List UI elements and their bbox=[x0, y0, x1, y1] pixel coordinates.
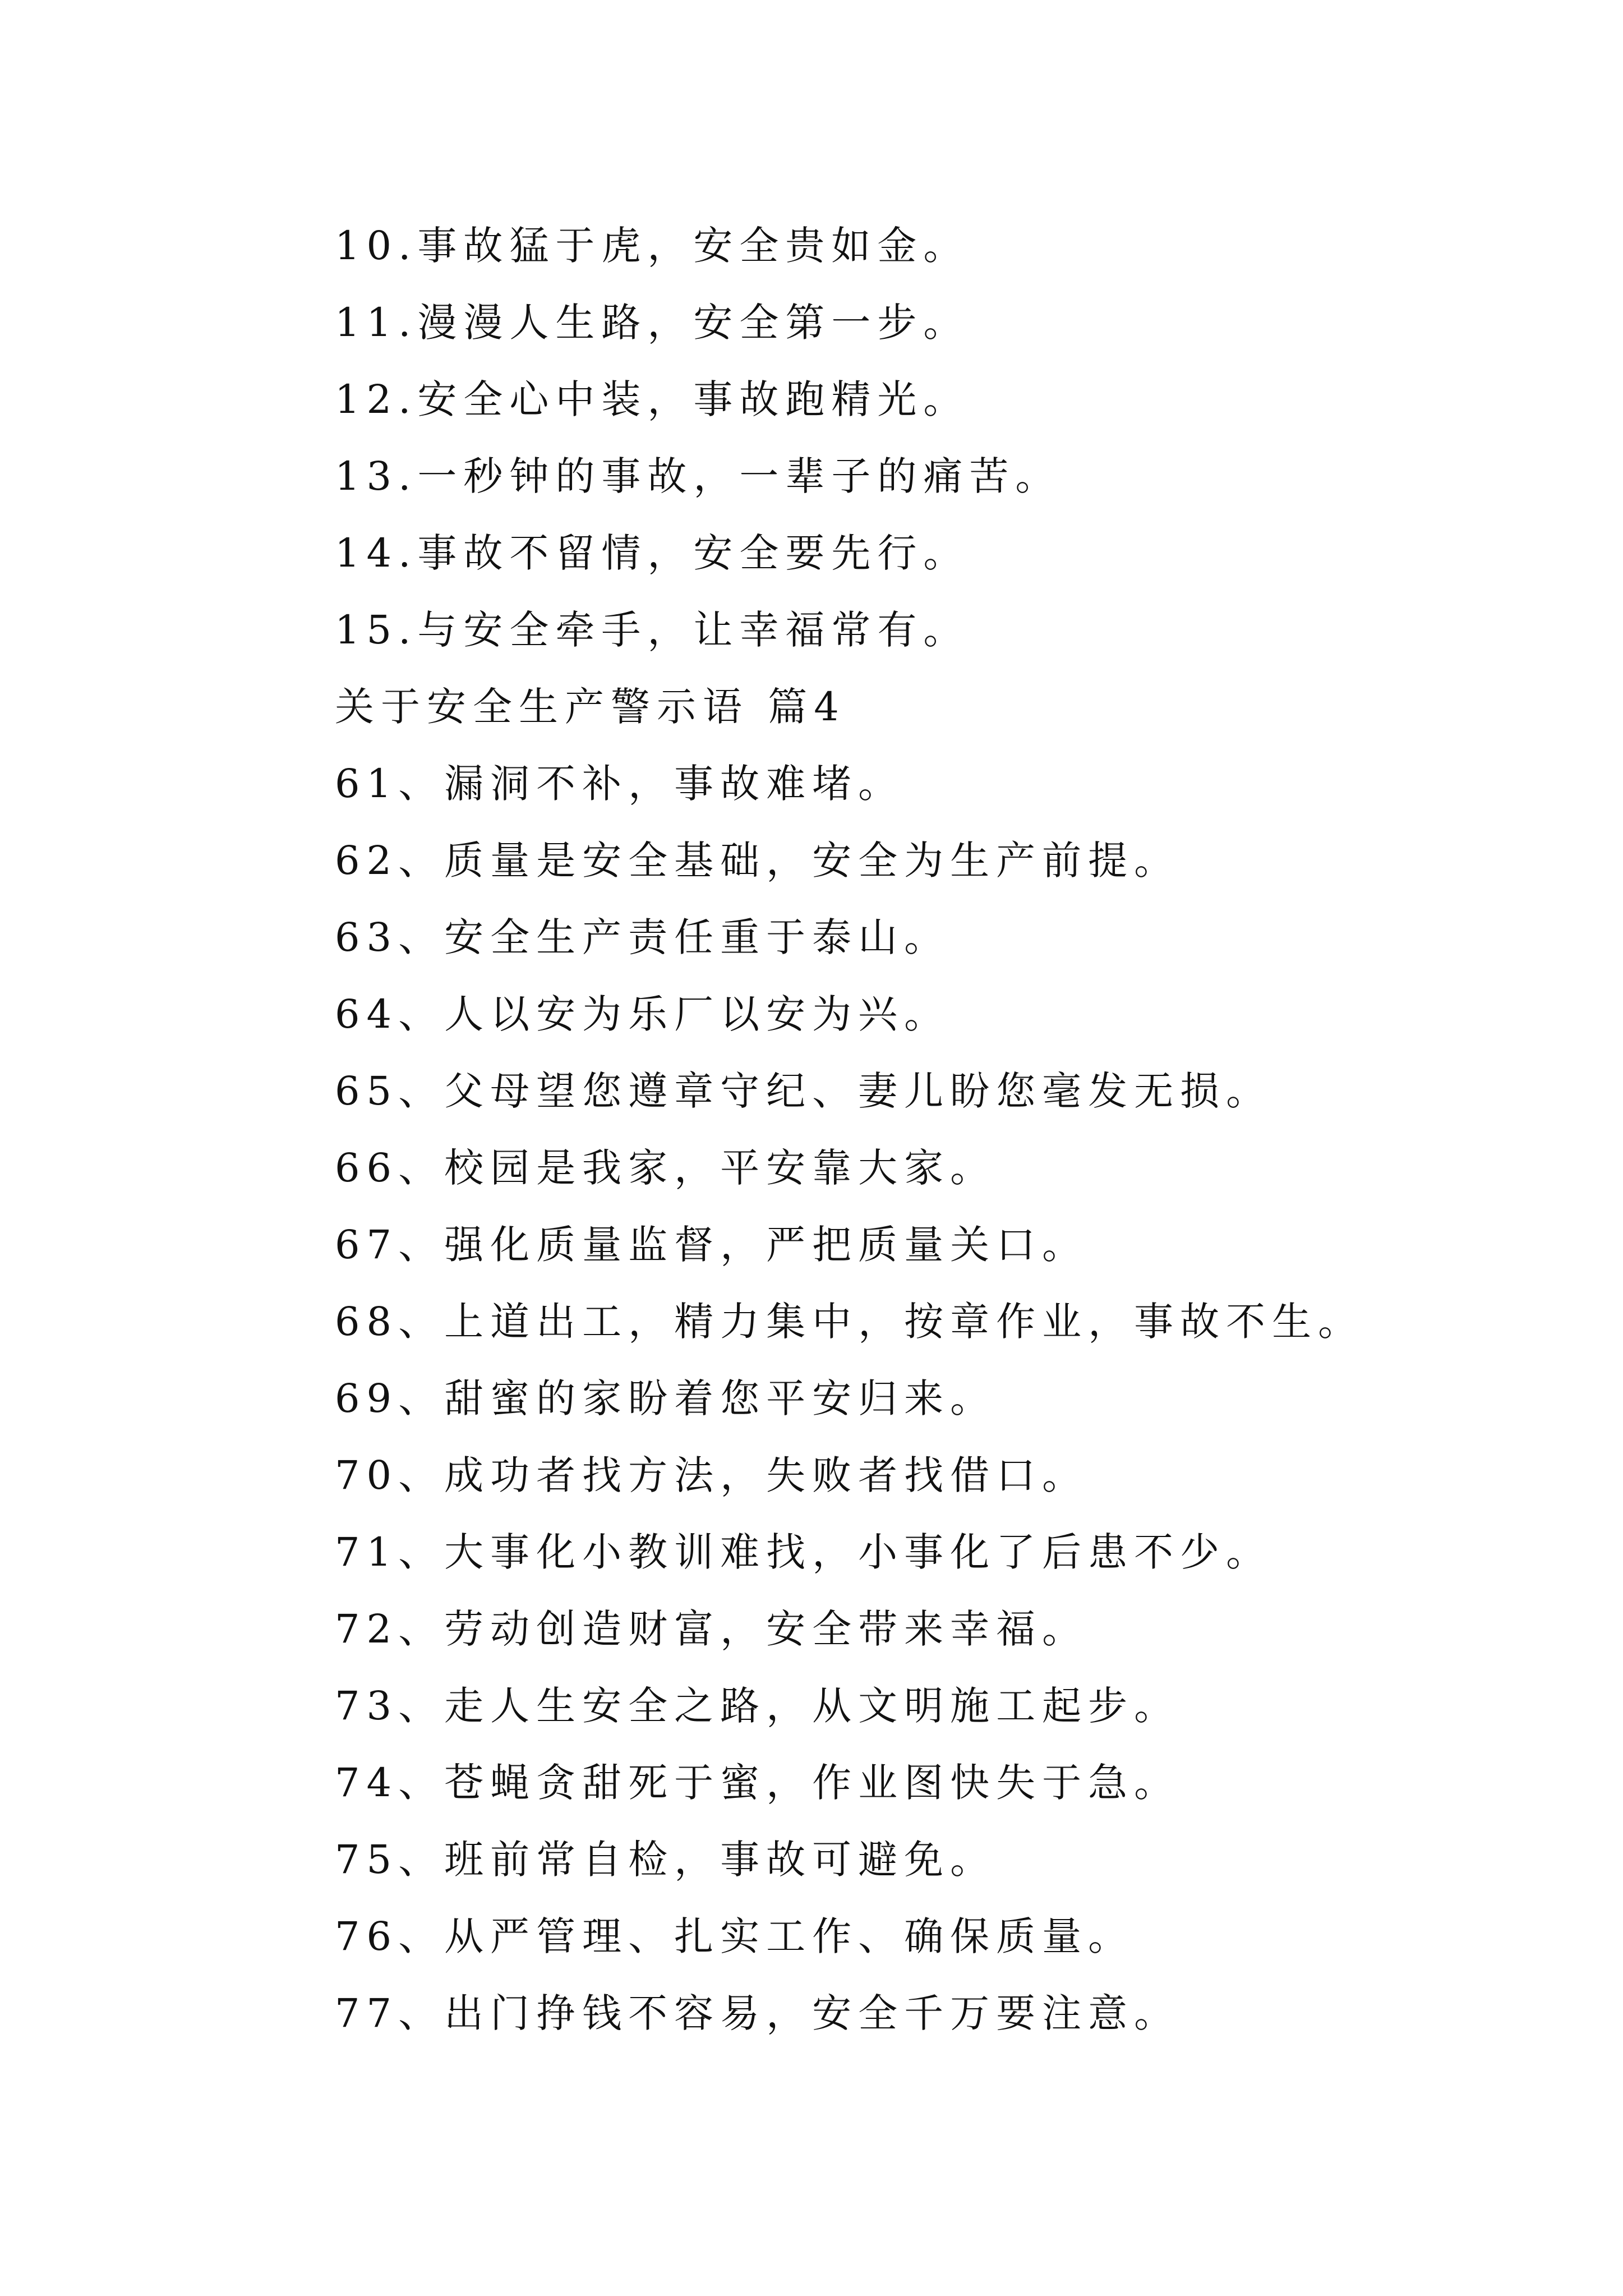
list-item: 73、走人生安全之路，从文明施工起步。 bbox=[335, 1683, 1181, 1729]
list-item: 15.与安全牵手，让幸福常有。 bbox=[335, 607, 970, 653]
list-item: 61、漏洞不补，事故难堵。 bbox=[335, 761, 905, 807]
document-content bbox=[335, 208, 1484, 2052]
list-item: 74、苍蝇贪甜死于蜜，作业图快失于急。 bbox=[335, 1760, 1181, 1806]
list-item: 12.安全心中装，事故跑精光。 bbox=[335, 376, 970, 422]
list-item: 66、校园是我家，平安靠大家。 bbox=[335, 1145, 997, 1191]
list-item: 77、出门挣钱不容易，安全千万要注意。 bbox=[335, 1990, 1181, 2036]
list-item: 13.一秒钟的事故，一辈子的痛苦。 bbox=[335, 453, 1062, 499]
list-item: 10.事故猛于虎，安全贵如金。 bbox=[335, 223, 970, 269]
list-item: 70、成功者找方法，失败者找借口。 bbox=[335, 1452, 1089, 1498]
list-item: 11.漫漫人生路，安全第一步。 bbox=[335, 300, 970, 346]
list-item: 14.事故不留情，安全要先行。 bbox=[335, 530, 970, 576]
list-item: 68、上道出工，精力集中，按章作业，事故不生。 bbox=[335, 1299, 1364, 1345]
list-item: 65、父母望您遵章守纪、妻儿盼您毫发无损。 bbox=[335, 1068, 1272, 1114]
list-item: 72、劳动创造财富，安全带来幸福。 bbox=[335, 1606, 1089, 1652]
list-item: 64、人以安为乐厂以安为兴。 bbox=[335, 991, 951, 1037]
list-item: 62、质量是安全基础，安全为生产前提。 bbox=[335, 838, 1181, 884]
list-item: 71、大事化小教训难找，小事化了后患不少。 bbox=[335, 1529, 1272, 1575]
list-item: 76、从严管理、扎实工作、确保质量。 bbox=[335, 1913, 1135, 1959]
list-item: 67、强化质量监督，严把质量关口。 bbox=[335, 1222, 1089, 1268]
list-item: 69、甜蜜的家盼着您平安归来。 bbox=[335, 1375, 997, 1421]
section-heading: 关于安全生产警示语 篇4 bbox=[335, 684, 846, 730]
list-item: 63、安全生产责任重于泰山。 bbox=[335, 914, 951, 960]
list-item: 75、班前常自检，事故可避免。 bbox=[335, 1837, 997, 1883]
